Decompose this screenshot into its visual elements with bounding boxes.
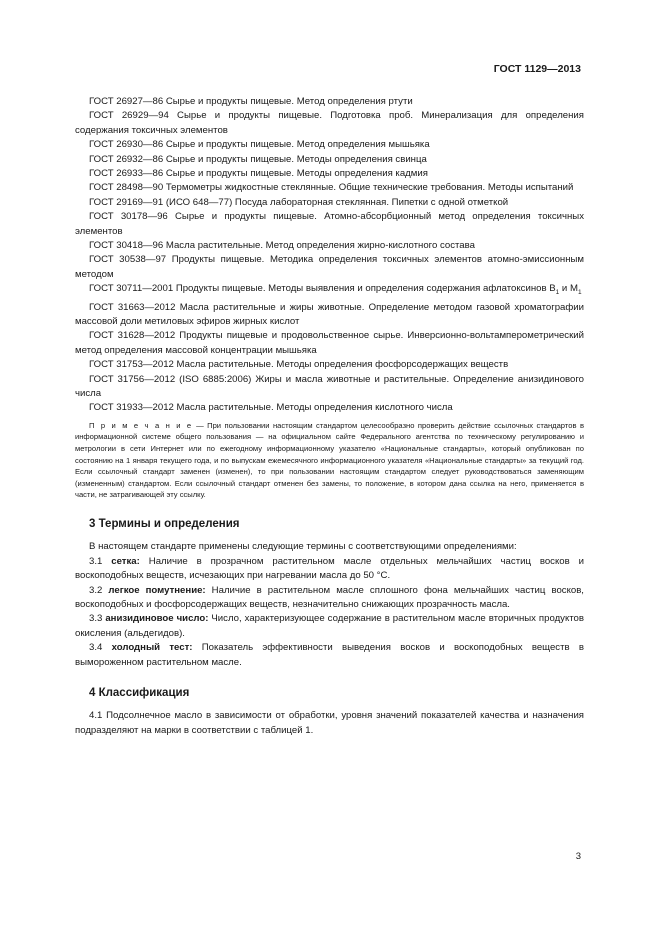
section-4-paragraph: 4.1 Подсолнечное масло в зависимости от обработки, уровня значений показателей качества и назначения подразделяют на марки в соответствии с таблицей 1. (75, 710, 584, 736)
term-definition: 3.1 сетка: Наличие в прозрачном растительном масле отдельных мельчайших частиц восков и воскоподобных веществ, исчезающих при нагревании масла до 50 °С. (75, 555, 584, 582)
reference-item: ГОСТ 31628—2012 Продукты пищевые и продовольственное сырье. Инверсионно-вольтамперометрический метод определения массовой концентрации мышьяка (75, 330, 584, 356)
document-header: ГОСТ 1129—2013 (493, 63, 581, 75)
document-body (75, 95, 584, 738)
references-note (75, 420, 584, 501)
reference-item-aflatoxin: ГОСТ 30711—2001 Продукты пищевые. Методы выявления и определения содержания афлатоксинов $В_1$ и $М_1$ (89, 283, 582, 297)
reference-item: ГОСТ 30418—96 Масла растительные. Метод определения жирно-кислотного состава (89, 240, 475, 252)
note-text: — При пользовании настоящим стандартом целесообразно проверить действие ссылочных стандартов в информационной системе общего пользования — на официальном сайте Федерального агентства по техническому регулированию и метрологии в сети Интернет или по ежегодному информационному указателю «Национальные стандарты», который опубликован по состоянию на 1 января текущего года, и по выпускам ежемесячного информационного указателя «Национальные стандарты» за текущий год. Если ссылочный стандарт заменен (изменен), то при пользовании настоящим стандартом следует руководствоваться заменяющим (измененным) стандартом. Если ссылочный стандарт отменен без замены, то положение, в котором дана ссылка на него, применяется в части, не затрагивающей эту ссылку. (75, 420, 584, 500)
reference-item: ГОСТ 30538—97 Продукты пищевые. Методика определения токсичных элементов атомно-эмиссионным методом (75, 254, 584, 280)
note-label: П р и м е ч а н и е (89, 420, 193, 430)
term-name: анизидиновое число: (105, 613, 209, 625)
term-name: легкое помутнение: (108, 584, 206, 596)
normative-references (75, 95, 584, 416)
term-name: холодный тест: (111, 642, 193, 654)
section-3-intro: В настоящем стандарте применены следующие термины с соответствующими определениями: (89, 541, 517, 553)
reference-item: ГОСТ 28498—90 Термометры жидкостные стеклянные. Общие технические требования. Методы испытаний (89, 182, 574, 194)
reference-item: ГОСТ 26927—86 Сырье и продукты пищевые. Метод определения ртути (89, 96, 413, 107)
reference-item: ГОСТ 29169—91 (ИСО 648—77) Посуда лабораторная стеклянная. Пипетки с одной отметкой (89, 196, 509, 208)
reference-item: ГОСТ 31753—2012 Масла растительные. Методы определения фосфорсодержащих веществ (89, 359, 509, 371)
page-number: 3 (575, 851, 581, 862)
reference-item: ГОСТ 26929—94 Сырье и продукты пищевые. Подготовка проб. Минерализация для определения содержания токсичных элементов (75, 110, 584, 136)
section-4-title: 4 Классификация (89, 687, 190, 700)
term-definition: 3.2 легкое помутнение: Наличие в растительном масле сплошного фона мельчайших частиц восков, воскоподобных и фосфорсодержащих веществ, незначительно снижающих прозрачность масла. (75, 584, 584, 611)
term-name: сетка: (111, 555, 140, 567)
reference-item: ГОСТ 26932—86 Сырье и продукты пищевые. Методы определения свинца (89, 153, 427, 165)
reference-item: ГОСТ 30178—96 Сырье и продукты пищевые. Атомно-абсорбционный метод определения токсичных элементов (75, 211, 584, 237)
reference-item: ГОСТ 31663—2012 Масла растительные и жиры животные. Определение методом газовой хроматографии массовой доли метиловых эфиров жирных кислот (75, 301, 584, 327)
reference-item: ГОСТ 26930—86 Сырье и продукты пищевые. Метод определения мышьяка (89, 139, 430, 151)
term-definition: 3.3 анизидиновое число: Число, характеризующее содержание в растительном масле вторичных продуктов окисления (альдегидов). (75, 613, 584, 639)
term-definition: 3.4 холодный тест: Показатель эффективности выведения восков и воскоподобных веществ в вымороженном растительном масле. (75, 642, 584, 668)
reference-item: ГОСТ 31933—2012 Масла растительные. Методы определения кислотного числа (89, 402, 453, 414)
section-3-title: 3 Термины и определения (89, 518, 240, 530)
reference-item: ГОСТ 31756—2012 (ISO 6885:2006) Жиры и масла животные и растительные. Определение анизидинового числа (75, 373, 584, 400)
reference-item: ГОСТ 26933—86 Сырье и продукты пищевые. Методы определения кадмия (89, 168, 428, 180)
